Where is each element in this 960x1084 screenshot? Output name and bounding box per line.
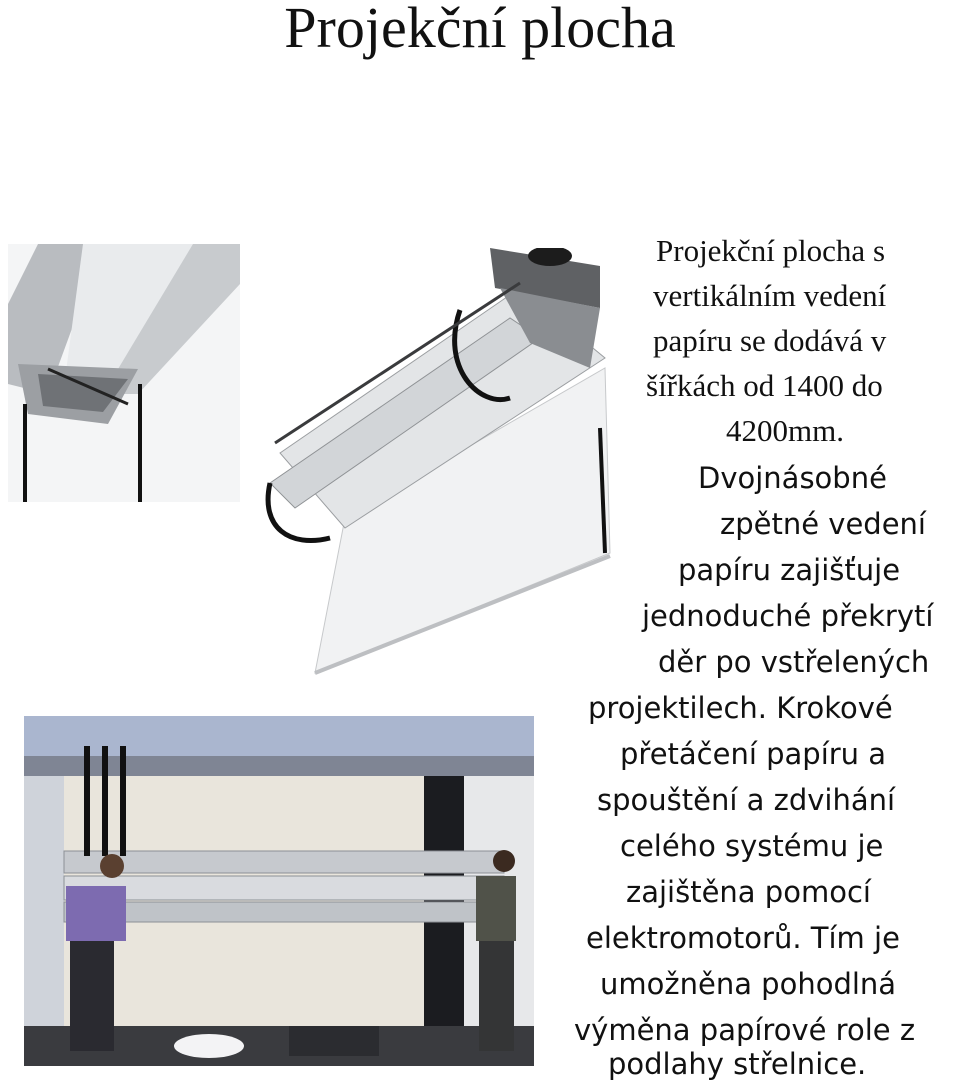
description-line: papíru zajišťuje <box>678 553 901 587</box>
description-line: papíru se dodává v <box>653 323 887 358</box>
description-line: projektilech. Krokové <box>588 691 893 725</box>
description-line: podlahy střelnice. <box>608 1047 867 1081</box>
description-line: šířkách od 1400 do <box>646 368 883 403</box>
description-line: celého systému je <box>620 829 884 863</box>
description-line: děr po vstřelených <box>658 645 930 679</box>
description-line: spouštění a zdvihání <box>597 783 896 817</box>
description-line: 4200mm. <box>726 413 844 448</box>
description-line: přetáčení papíru a <box>620 737 887 771</box>
page-title: Projekční plocha <box>284 0 676 60</box>
description-line: zajištěna pomocí <box>626 875 871 909</box>
roller-closeup-photo <box>8 244 240 502</box>
description-line: jednoduché překrytí <box>642 599 934 633</box>
description-line: zpětné vedení <box>720 507 926 541</box>
description-line: výměna papírové role z <box>574 1013 916 1047</box>
projection-screen-photo <box>250 248 620 678</box>
description-line: Dvojnásobné <box>698 461 887 495</box>
description-line: Projekční plocha s <box>656 233 886 268</box>
installation-photo <box>24 716 534 1066</box>
description-line: vertikálním vedení <box>653 278 887 313</box>
description-line: umožněna pohodlná <box>600 967 897 1001</box>
description-line: elektromotorů. Tím je <box>586 921 900 955</box>
